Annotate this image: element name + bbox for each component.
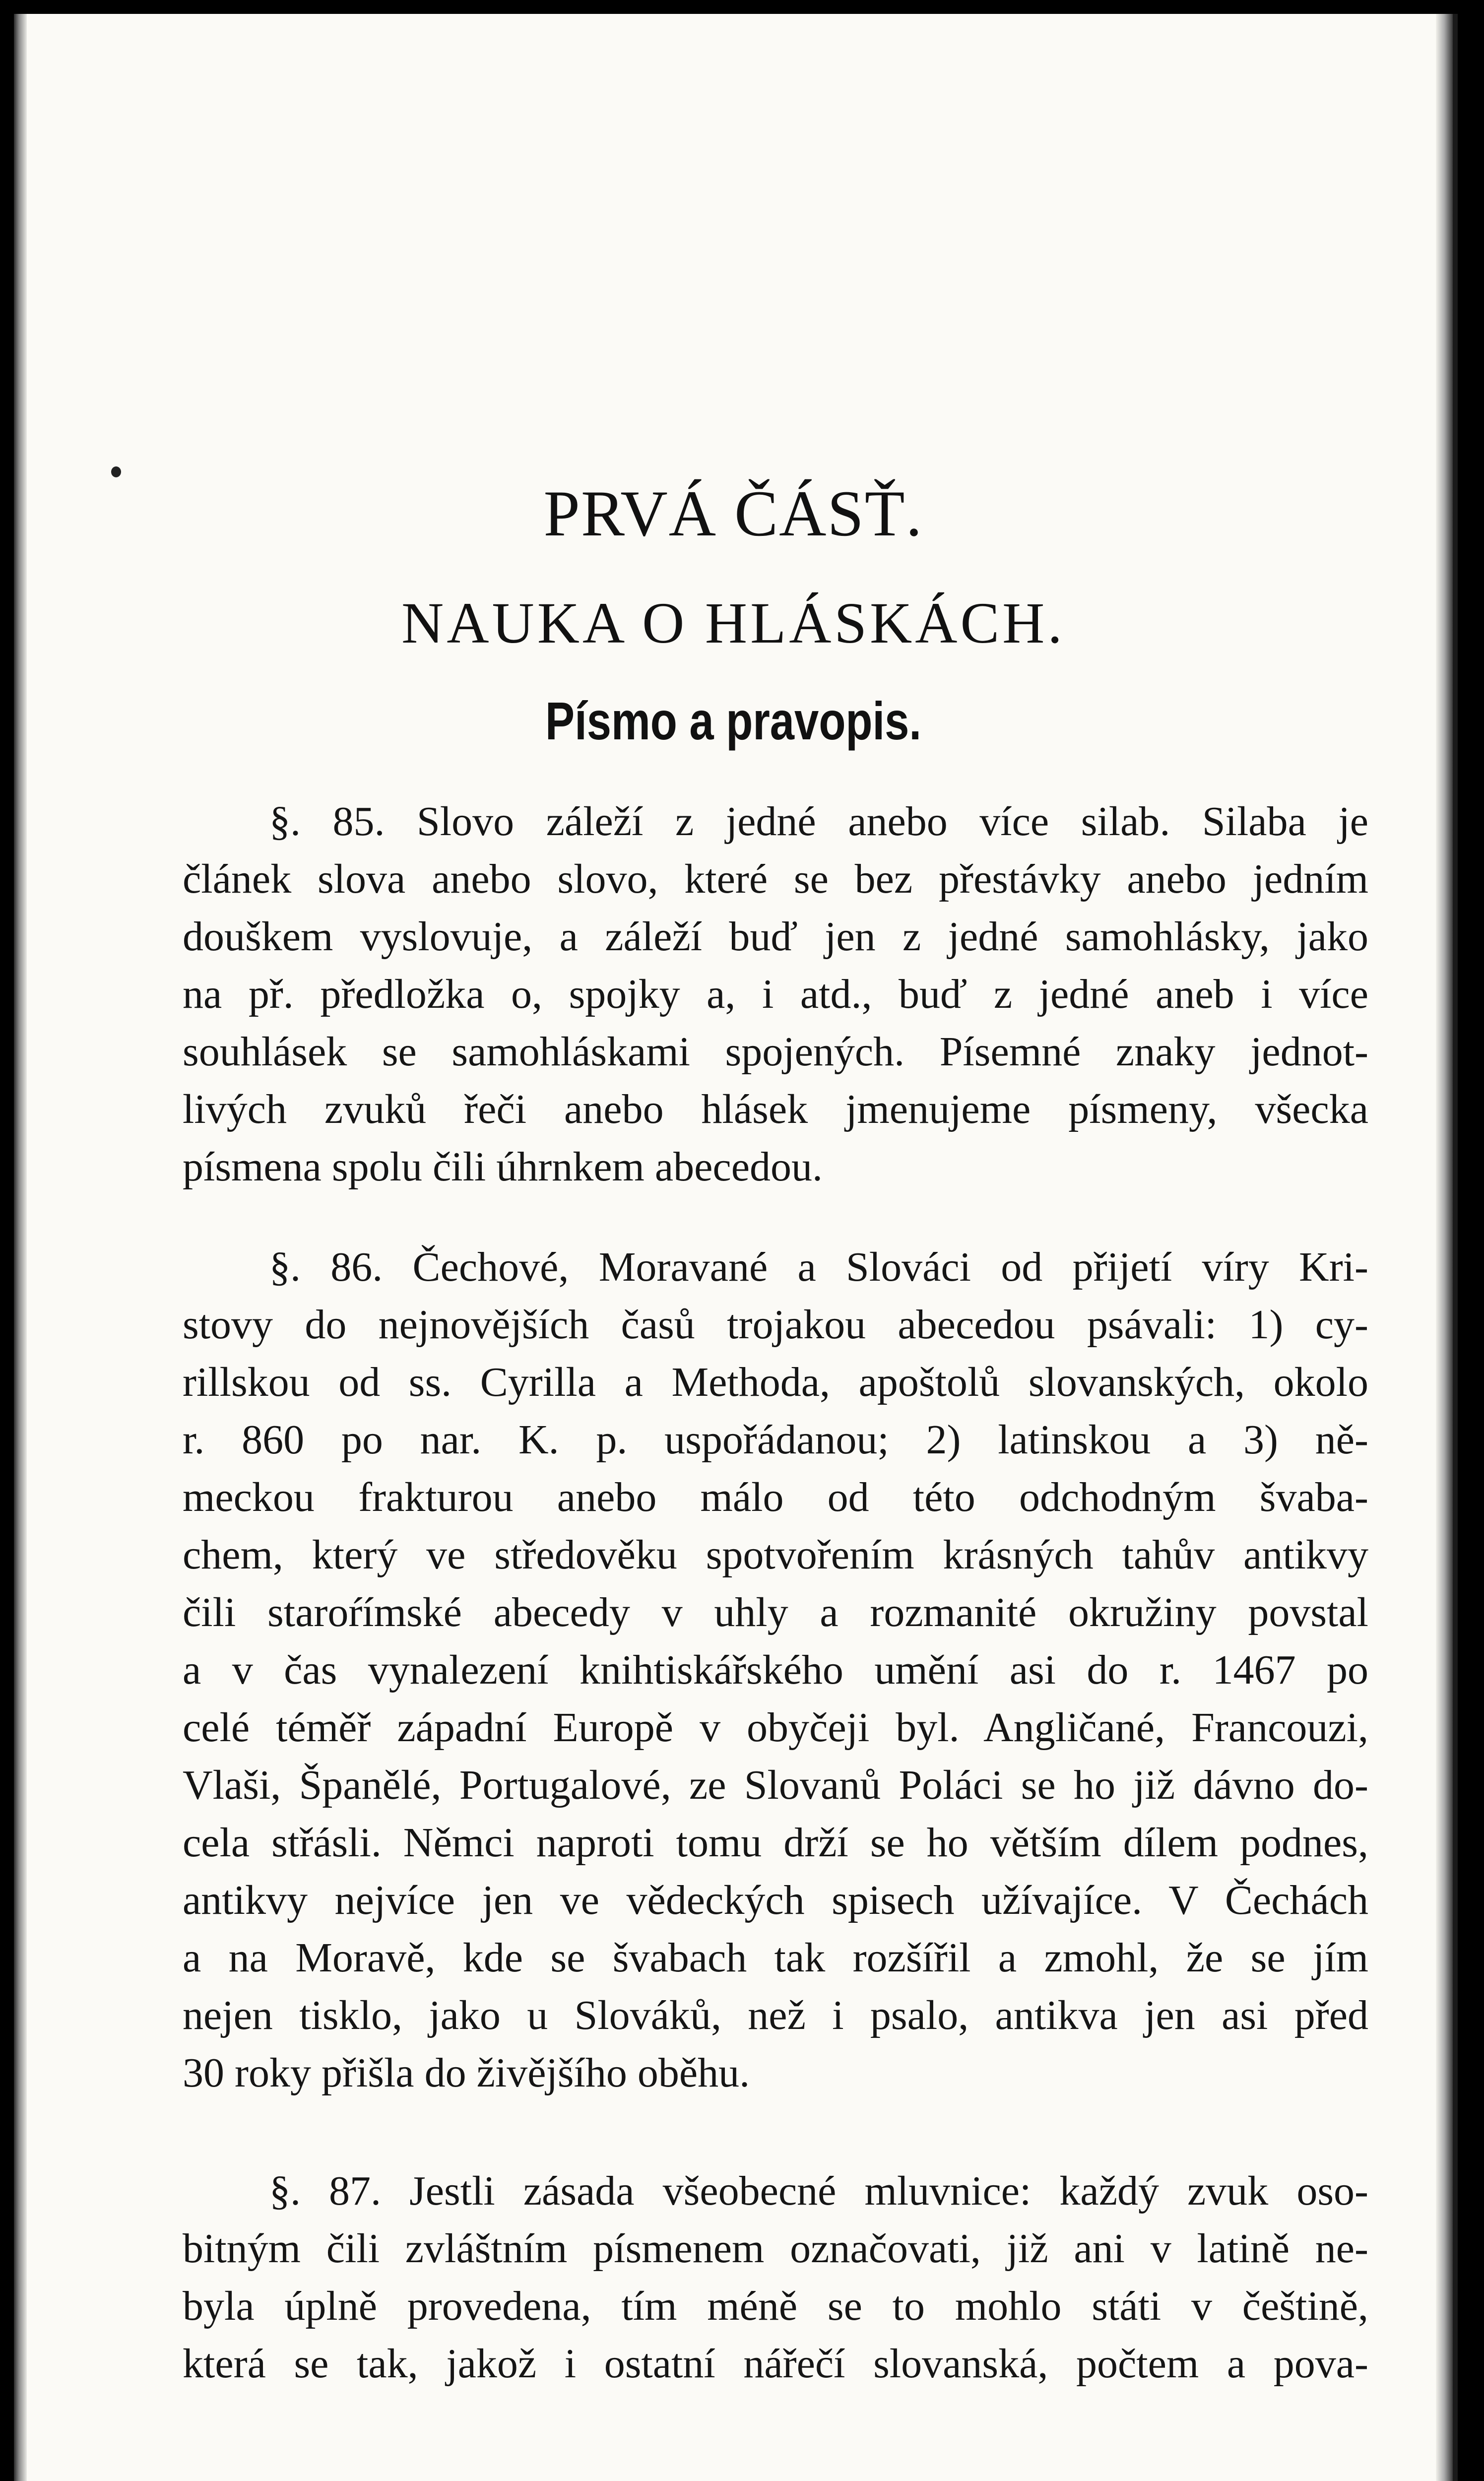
text-line: nejen tisklo, jako u Slováků, než i psalo, antikva jen asi před bbox=[183, 1992, 1368, 2038]
text-line: livých zvuků řeči anebo hlásek jmenujeme písmeny, všecka bbox=[183, 1086, 1368, 1132]
part-title: PRVÁ ČÁSŤ. bbox=[543, 477, 923, 550]
text-line: r. 860 po nar. K. p. uspořádanou; 2) latinskou a 3) ně- bbox=[183, 1417, 1368, 1463]
text-line: která se tak, jakož i ostatní nářečí slovanská, počtem a pova- bbox=[183, 2341, 1368, 2387]
text-line: Vlaši, Španělé, Portugalové, ze Slovanů Poláci se ho již dávno do- bbox=[183, 1762, 1368, 1808]
subtitle: Písmo a pravopis. bbox=[545, 691, 921, 751]
text-line: douškem vyslovuje, a záleží buď jen z jedné samohlásky, jako bbox=[183, 914, 1368, 960]
text-line: §. 86. Čechové, Moravané a Slováci od přijetí víry Kri- bbox=[269, 1244, 1368, 1290]
page-right-edge bbox=[1436, 14, 1453, 2481]
text-line: 30 roky přišla do živějšího oběhu. bbox=[183, 2050, 750, 2096]
text-line: celé téměř západní Europě v obyčeji byl. Angličané, Francouzi, bbox=[183, 1704, 1368, 1751]
paragraph-85 bbox=[183, 793, 1368, 1196]
text-line: chem, který ve středověku spotvořením krásných tahův antikvy bbox=[183, 1532, 1368, 1578]
text-line: článek slova anebo slovo, které se bez přestávky anebo jedním bbox=[183, 856, 1368, 902]
text-line: byla úplně provedena, tím méně se to mohlo státi v češtině, bbox=[183, 2283, 1368, 2329]
text-line: a v čas vynalezení knihtiskářského umění asi do r. 1467 po bbox=[183, 1647, 1368, 1693]
text-line: stovy do nejnovějších časů trojakou abecedou psávali: 1) cy- bbox=[183, 1302, 1368, 1348]
paragraph-87 bbox=[183, 2162, 1368, 2393]
text-line: meckou frakturou anebo málo od této odchodným švaba- bbox=[183, 1474, 1368, 1520]
book-page bbox=[14, 14, 1458, 2481]
text-line: rillskou od ss. Cyrilla a Methoda, apoštolů slovanských, okolo bbox=[183, 1359, 1368, 1405]
text-line: písmena spolu čili úhrnkem abecedou. bbox=[183, 1144, 823, 1190]
text-line: souhlásek se samohláskami spojených. Písemné znaky jednot- bbox=[183, 1029, 1368, 1075]
paragraph-86 bbox=[183, 1239, 1368, 2102]
page-left-edge bbox=[14, 14, 27, 2481]
text-line: bitným čili zvláštním písmenem označovati, již ani v latině ne- bbox=[183, 2225, 1368, 2272]
text-line: §. 87. Jestli zásada všeobecné mluvnice: každý zvuk oso- bbox=[269, 2168, 1368, 2214]
text-line: a na Moravě, kde se švabach tak rozšířil a zmohl, že se jím bbox=[183, 1935, 1368, 1981]
text-line: §. 85. Slovo záleží z jedné anebo více silab. Silaba je bbox=[269, 798, 1368, 845]
text-line: čili staroŕímské abecedy v uhly a rozmanité okružiny povstal bbox=[183, 1589, 1368, 1635]
text-line: cela střásli. Němci naproti tomu drží se ho větším dílem podnes, bbox=[183, 1820, 1368, 1866]
section-title: NAUKA O HLÁSKÁCH. bbox=[401, 590, 1065, 655]
text-line: na př. předložka o, spojky a, i atd., buď z jedné aneb i více bbox=[183, 971, 1368, 1017]
text-line: antikvy nejvíce jen ve vědeckých spisech užívajíce. V Čechách bbox=[183, 1877, 1368, 1923]
